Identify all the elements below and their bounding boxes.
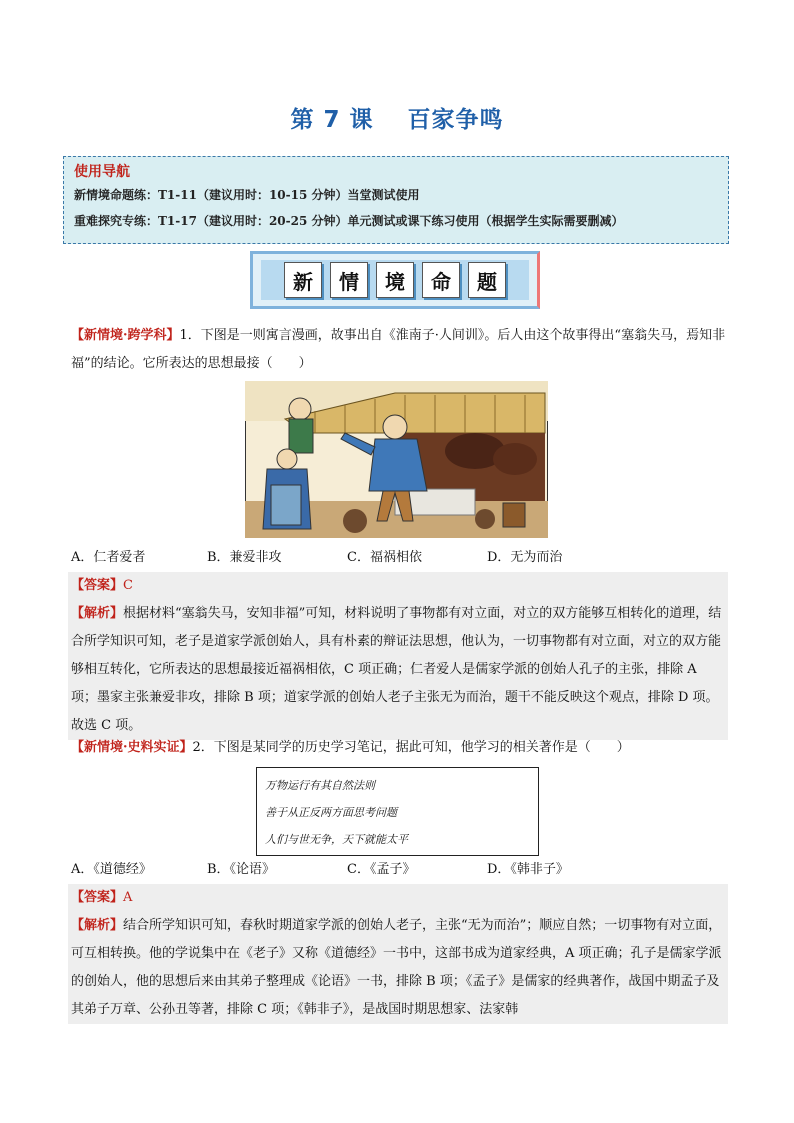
option-d[interactable]: D．《韩非子》 [487,862,569,877]
lesson-number: 第 7 课 [290,107,374,133]
usage-guide-box [63,156,729,244]
banner-char: 情 [330,262,368,298]
question-1-stem [71,322,731,378]
note-line: 万物运行有其自然法则 [265,779,375,792]
analysis-text: 结合所学知识可知，春秋时期道家学派的创始人老子，主张“无为而治”；顺应自然；一切事物有对立面，可互相转换。他的学说集中在《老子》又称《道德经》一书中，这部书成为道家经典，A 项正确；孔子是儒家学派的创始人，他的思想后来由其弟子整理成《论语》一书，排除 B 项；《孟子》是儒家的经典著作，战国中期孟子及其弟子万章、公孙丑等著，排除 C 项；《韩非子》，是战国时期思想家、法家韩 [71,918,722,1017]
question-1-answer [68,572,728,600]
option-a[interactable]: A．《道德经》 [71,862,152,877]
question-1-tag: 【新情境·跨学科】 [71,328,180,343]
option-c[interactable]: C．福祸相依 [347,550,422,565]
question-1-options [71,548,731,568]
analysis-tag: 【解析】 [71,606,124,621]
analysis-text: 根据材料“塞翁失马，安知非福”可知，材料说明了事物都有对立面，对立的双方能够互相转化的道理，结合所学知识可知，老子是道家学派创始人，具有朴素的辩证法思想，他认为，一切事物都有对立面，对立的双方能够相互转化，它所表达的思想最接近福祸相依，C 项正确；仁者爱人是儒家学派的创始人孔子的主张，排除 A 项；墨家主张兼爱非攻，排除 B 项；道家学派的创始人老子主张无为而治，题干不能反映这个观点，排除 D 项。故选 C 项。 [71,606,722,733]
answer-value: A [123,890,133,905]
question-1-text: 1．下图是一则寓言漫画，故事出自《淮南子·人间训》。后人由这个故事得出“塞翁失马，焉知非福”的结论。它所表达的思想最接（ ） [71,328,726,371]
answer-tag: 【答案】 [71,578,124,593]
answer-tag: 【答案】 [71,890,124,905]
lesson-title [0,101,794,134]
banner-char: 题 [468,262,506,298]
usage-guide-line-1: 新情境命题练：T1-11（建议用时：10-15 分钟）当堂测试使用 [74,188,420,202]
banner-char: 新 [284,262,322,298]
option-b[interactable]: B．兼爱非攻 [207,550,282,565]
option-c[interactable]: C．《孟子》 [347,862,416,877]
question-2-analysis [68,912,728,1024]
analysis-tag: 【解析】 [71,918,124,933]
usage-guide-heading: 使用导航 [74,164,130,180]
lesson-name: 百家争鸣 [407,107,504,133]
option-b[interactable]: B．《论语》 [207,862,276,877]
section-banner [250,251,540,309]
banner-char: 境 [376,262,414,298]
note-line: 善于从正反两方面思考问题 [265,806,397,819]
option-d[interactable]: D．无为而治 [487,550,563,565]
question-2-stem [71,734,731,762]
option-a[interactable]: A．仁者爱者 [71,550,146,565]
fable-cartoon-image [245,381,548,538]
banner-char: 命 [422,262,460,298]
question-2-options [71,860,731,880]
answer-value: C [123,578,133,593]
question-2-text: 2．下图是某同学的历史学习笔记，据此可知，他学习的相关著作是（ ） [192,740,630,755]
study-notes-box [256,767,539,856]
note-line: 人们与世无争，天下就能太平 [265,833,408,846]
usage-guide-line-2: 重难探究专练：T1-17（建议用时：20-25 分钟）单元测试或课下练习使用（根据学生实际需要删减） [74,214,624,228]
question-1-analysis [68,600,728,740]
question-2-tag: 【新情境·史料实证】 [71,740,193,755]
question-2-answer [68,884,728,912]
